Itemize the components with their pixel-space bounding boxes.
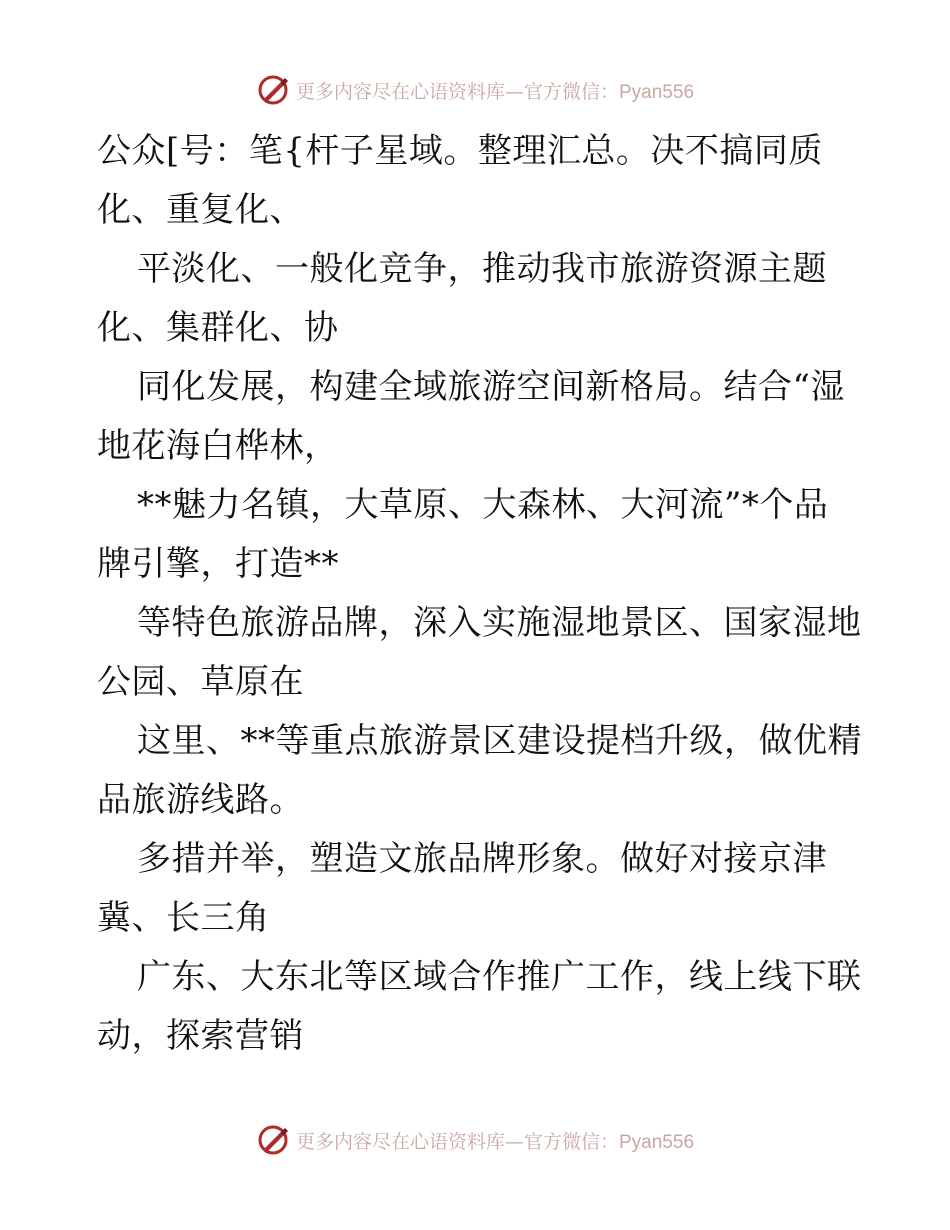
watermark-wechat-id: Pyan556 [619, 1131, 695, 1153]
text-line-8: 牌引擎，打造** [97, 544, 339, 584]
document-body [97, 122, 867, 1066]
text-line-9: 等特色旅游品牌，深入实施湿地景区、国家湿地 [137, 603, 862, 643]
header-watermark [0, 70, 950, 110]
text-line-7: **魅力名镇，大草原、大森林、大河流”*个品 [137, 485, 829, 525]
watermark-text [296, 77, 694, 104]
text-line-1: 公众[号：笔{杆子星域。整理汇总。决不搞同质 [97, 131, 823, 171]
text-line-14: 冀、长三角 [97, 898, 270, 938]
text-line-16: 动，探索营销 [97, 1016, 304, 1056]
text-line-11: 这里、**等重点旅游景区建设提档升级，做优精 [137, 721, 862, 761]
text-line-13: 多措并举，塑造文旅品牌形象。做好对接京津 [137, 839, 827, 879]
text-line-15: 广东、大东北等区域合作推广工作，线上线下联 [137, 957, 862, 997]
footer-watermark [0, 1120, 950, 1160]
text-line-3: 平淡化、一般化竞争，推动我市旅游资源主题 [137, 249, 827, 289]
text-line-12: 品旅游线路。 [97, 780, 304, 820]
text-line-6: 地花海白桦林， [97, 426, 339, 466]
watermark-label: 更多内容尽在心语资料库—官方微信： [295, 80, 619, 103]
text-line-2: 化、重复化、 [97, 190, 304, 230]
watermark-label: 更多内容尽在心语资料库—官方微信： [295, 1130, 619, 1153]
watermark-text [296, 1127, 694, 1154]
text-line-5: 同化发展，构建全域旅游空间新格局。结合“湿 [137, 367, 845, 407]
watermark-wechat-id: Pyan556 [619, 81, 695, 103]
pen-logo-icon [256, 1123, 290, 1157]
text-line-4: 化、集群化、协 [97, 308, 339, 348]
pen-logo-icon [256, 73, 290, 107]
text-line-10: 公园、草原在 [97, 662, 304, 702]
